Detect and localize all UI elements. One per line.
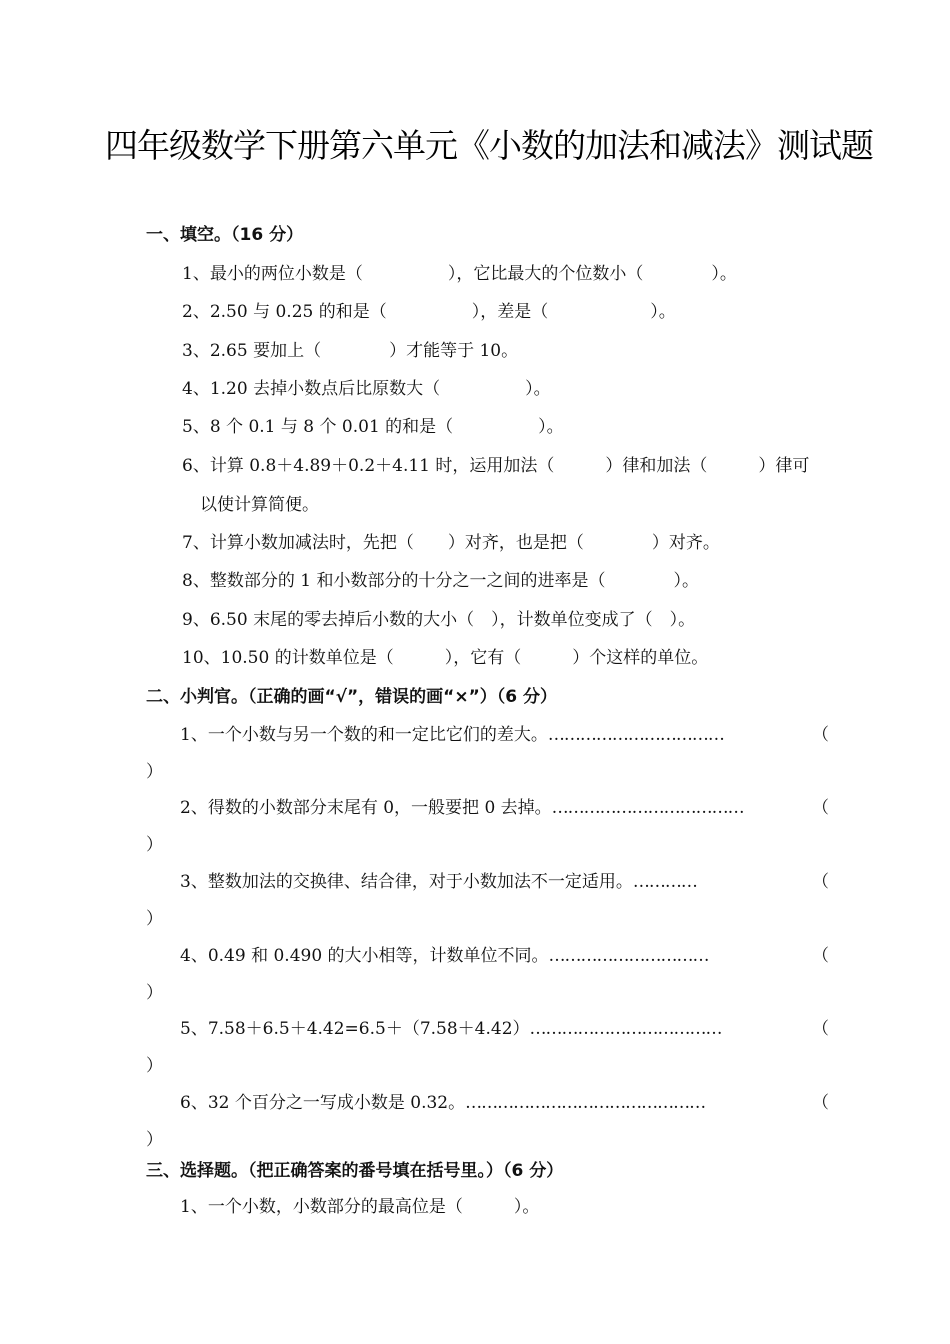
judge-item-2-close-paren: ） — [146, 835, 163, 855]
fill-item-1: 1、最小的两位小数是（ ），它比最大的个位数小（ ）。 — [182, 264, 737, 284]
judge-item-2 — [180, 797, 744, 819]
judge-item-5-close-paren: ） — [146, 1056, 163, 1076]
judge-item-3-close-paren: ） — [146, 909, 163, 929]
fill-item-5: 5、8 个 0.1 与 8 个 0.01 的和是（ ）。 — [182, 417, 564, 437]
judge-item-4-open-paren: （ — [812, 946, 829, 966]
fill-item-2: 2、2.50 与 0.25 的和是（ ），差是（ ）。 — [182, 302, 676, 322]
judge-item-6-open-paren: （ — [812, 1093, 829, 1113]
judge-item-6 — [180, 1092, 705, 1114]
fill-item-9: 9、6.50 末尾的零去掉后小数的大小（ ），计数单位变成了（ ）。 — [182, 610, 696, 630]
judge-item-3-open-paren: （ — [812, 872, 829, 892]
judge-item-1-dots: …………………………… — [547, 725, 724, 745]
fill-item-7: 7、计算小数加减法时，先把（ ）对齐，也是把（ ）对齐。 — [182, 533, 720, 553]
judge-item-4-close-paren: ） — [146, 983, 163, 1003]
judge-item-4 — [180, 945, 709, 967]
judge-item-1-close-paren: ） — [146, 762, 163, 782]
judge-item-4-dots: ………………………… — [548, 946, 709, 966]
judge-item-6-text: 6、32 个百分之一写成小数是 0.32。 — [180, 1093, 466, 1113]
judge-item-3 — [180, 871, 697, 893]
judge-item-4-text: 4、0.49 和 0.490 的大小相等，计数单位不同。 — [180, 946, 549, 966]
judge-item-6-close-paren: ） — [146, 1130, 163, 1150]
section3-heading: 三、选择题。（把正确答案的番号填在括号里。）（6 分） — [146, 1161, 564, 1181]
section2-heading: 二、小判官。（正确的画“√”，错误的画“×”）（6 分） — [146, 687, 558, 707]
judge-item-5-dots: ……………………………… — [529, 1019, 722, 1039]
judge-item-6-dots: ……………………………………… — [465, 1093, 706, 1113]
fill-item-3: 3、2.65 要加上（ ）才能等于 10。 — [182, 341, 519, 361]
judge-item-5-open-paren: （ — [812, 1019, 829, 1039]
fill-item-4: 4、1.20 去掉小数点后比原数大（ ）。 — [182, 379, 551, 399]
judge-item-1-open-paren: （ — [812, 725, 829, 745]
fill-item-10: 10、10.50 的计数单位是（ ），它有（ ）个这样的单位。 — [182, 648, 709, 668]
judge-item-1-text: 1、一个小数与另一个数的和一定比它们的差大。 — [180, 725, 548, 745]
judge-item-5 — [180, 1018, 722, 1040]
judge-item-1 — [180, 724, 724, 746]
page-title: 四年级数学下册第六单元《小数的加法和减法》测试题 — [105, 126, 873, 165]
fill-item-6-continued: 以使计算简便。 — [200, 495, 319, 515]
judge-item-3-dots: ………… — [632, 872, 697, 892]
judge-item-5-text: 5、7.58＋6.5＋4.42=6.5＋（7.58＋4.42） — [180, 1019, 530, 1039]
choice-item-1: 1、一个小数，小数部分的最高位是（ ）。 — [180, 1197, 540, 1217]
fill-item-6: 6、计算 0.8＋4.89＋0.2＋4.11 时，运用加法（ ）律和加法（ ）律可 — [182, 456, 810, 476]
judge-item-2-dots: ……………………………… — [551, 798, 744, 818]
judge-item-2-text: 2、得数的小数部分末尾有 0，一般要把 0 去掉。 — [180, 798, 552, 818]
judge-item-2-open-paren: （ — [812, 798, 829, 818]
fill-item-8: 8、整数部分的 1 和小数部分的十分之一之间的进率是（ ）。 — [182, 571, 699, 591]
section1-heading: 一、填空。（16 分） — [146, 225, 304, 245]
judge-item-3-text: 3、整数加法的交换律、结合律，对于小数加法不一定适用。 — [180, 872, 633, 892]
